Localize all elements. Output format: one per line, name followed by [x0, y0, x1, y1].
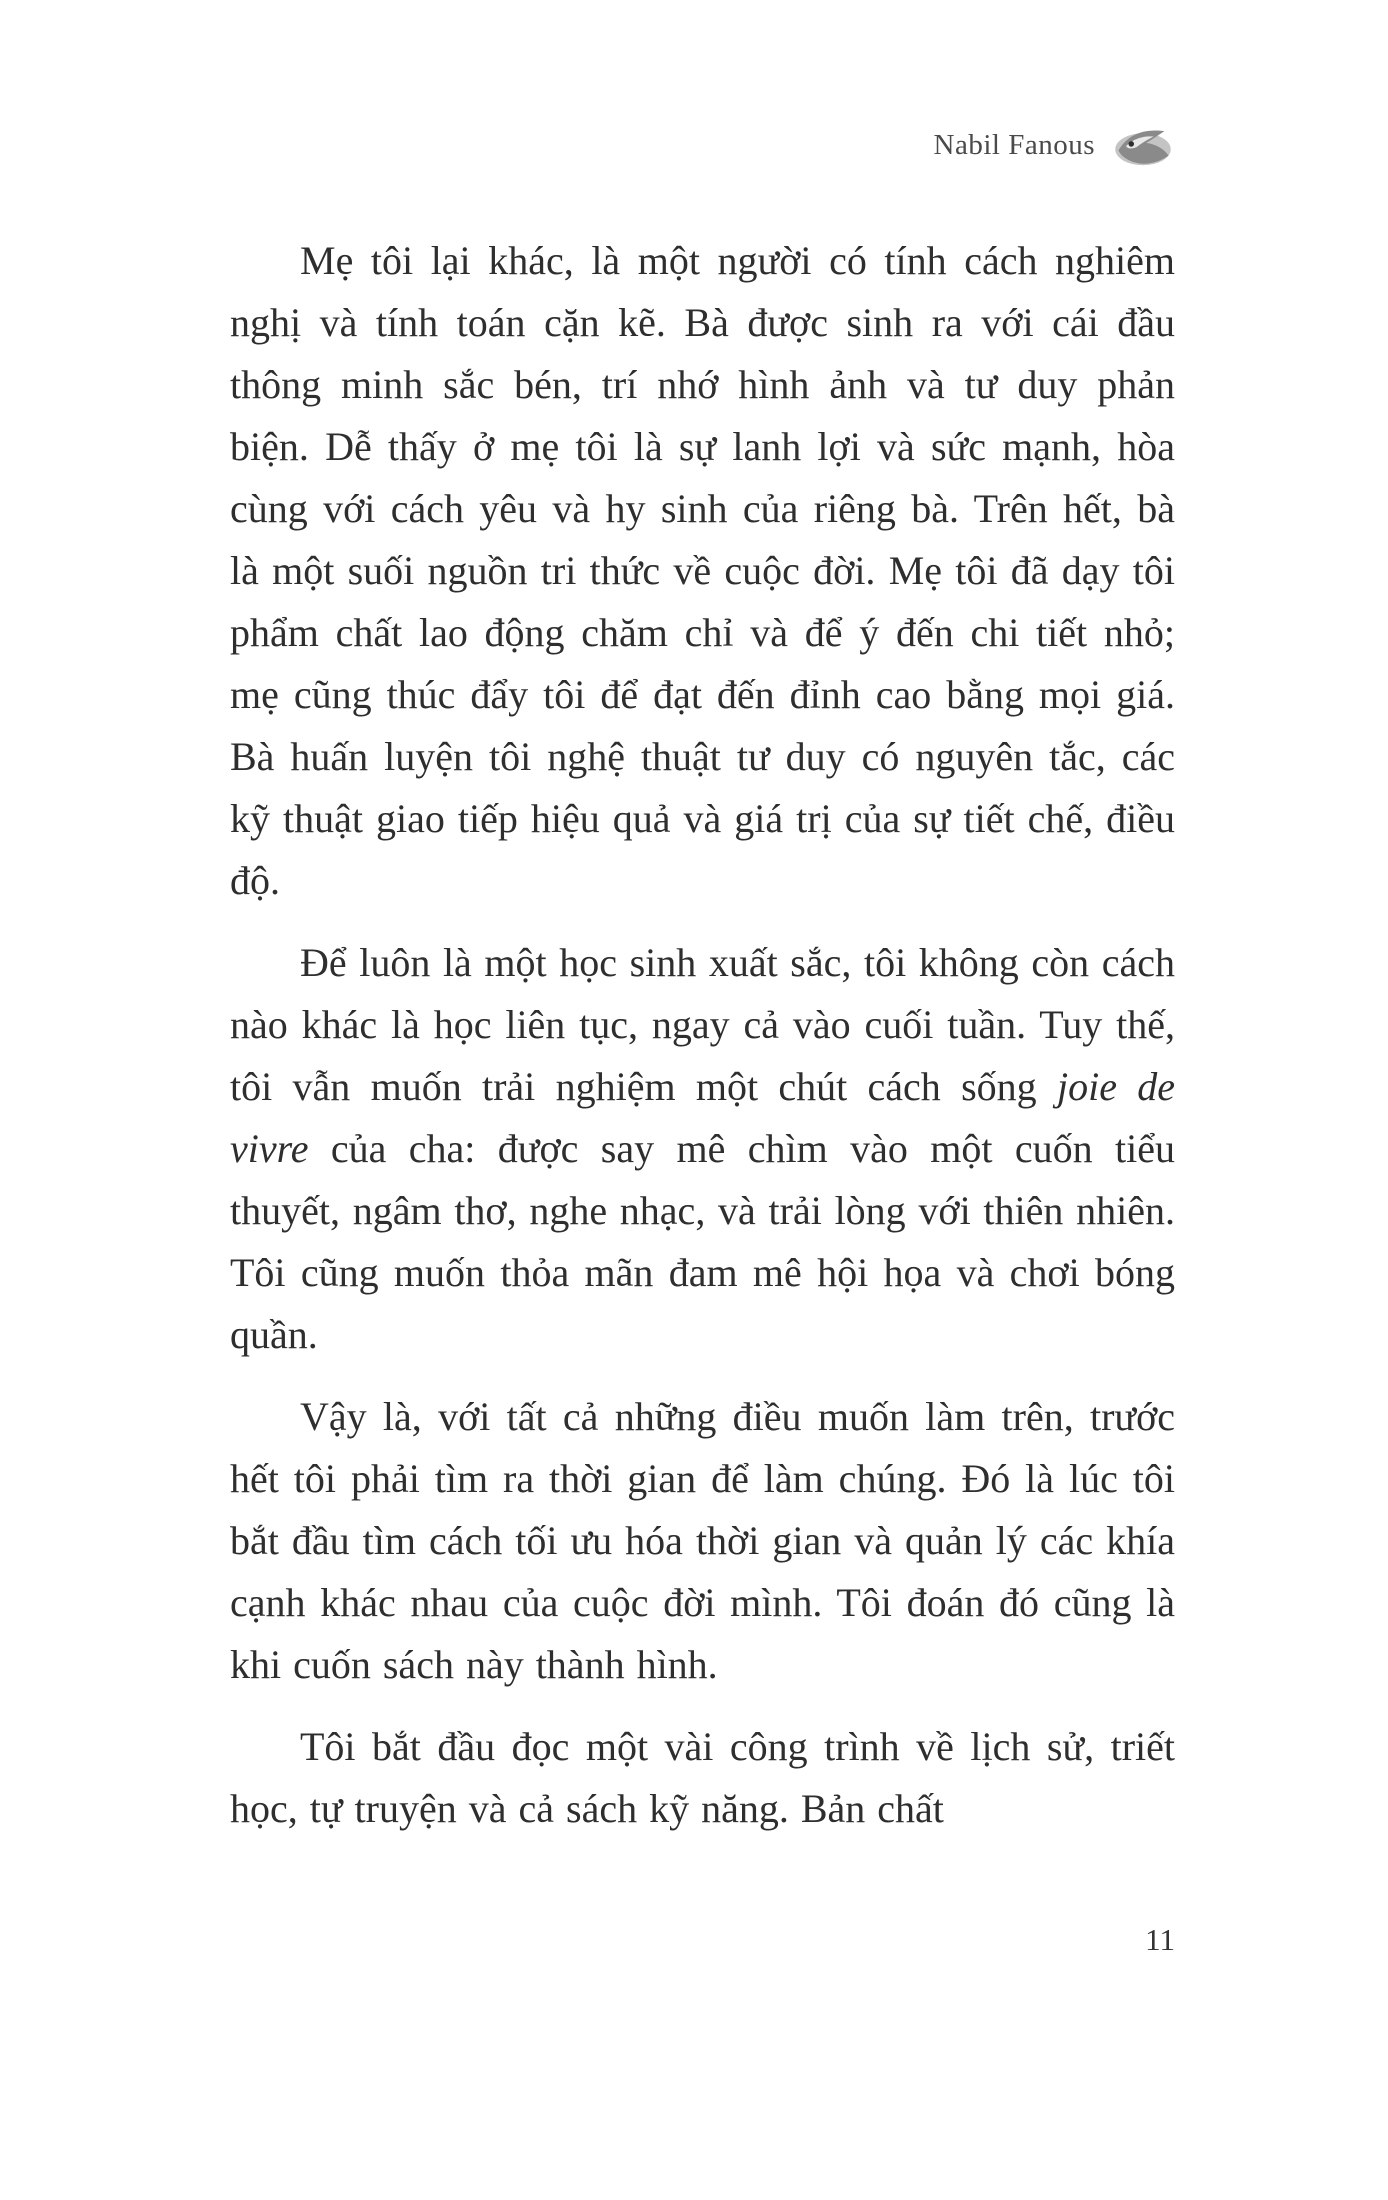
running-header-author: Nabil Fanous — [933, 128, 1095, 161]
paragraph-text: Vậy là, với tất cả những điều muốn làm trên, trước hết tôi phải tìm ra thời gian để làm chúng. Đó là lúc tôi bắt đầu tìm cách tối ưu hóa thời gian và quản lý các khía cạnh khác nhau của cuộc đời mình. Tôi đoán đó cũng là khi cuốn sách này thành hình. — [230, 1394, 1175, 1687]
paragraph-text: Mẹ tôi lại khác, là một người có tính cách nghiêm nghị và tính toán cặn kẽ. Bà được sinh ra với cái đầu thông minh sắc bén, trí nhớ hình ảnh và tư duy phản biện. Dễ thấy ở mẹ tôi là sự lanh lợi và sức mạnh, hòa cùng với cách yêu và hy sinh của riêng bà. Trên hết, bà là một suối nguồn tri thức về cuộc đời. Mẹ tôi đã dạy tôi phẩm chất lao động chăm chỉ và để ý đến chi tiết nhỏ; mẹ cũng thúc đẩy tôi để đạt đến đỉnh cao bằng mọi giá. Bà huấn luyện tôi nghệ thuật tư duy có nguyên tắc, các kỹ thuật giao tiếp hiệu quả và giá trị của sự tiết chế, điều độ. — [230, 238, 1175, 903]
publisher-bird-logo-icon — [1111, 118, 1175, 172]
paragraph-text: của cha: được say mê chìm vào một cuốn tiểu thuyết, ngâm thơ, nghe nhạc, và trải lòng với thiên nhiên. Tôi cũng muốn thỏa mãn đam mê hội họa và chơi bóng quần. — [230, 1126, 1175, 1357]
italic-phrase: joie de vivre — [230, 1064, 1175, 1171]
body-paragraph-4 — [230, 1716, 1175, 1840]
page-number: 11 — [1145, 1922, 1175, 1957]
paragraph-text: Tôi bắt đầu đọc một vài công trình về lịch sử, triết học, tự truyện và cả sách kỹ năng. Bản chất — [230, 1724, 1175, 1831]
paragraph-text: Để luôn là một học sinh xuất sắc, tôi không còn cách nào khác là học liên tục, ngay cả vào cuối tuần. Tuy thế, tôi vẫn muốn trải nghiệm một chút cách sống — [230, 940, 1175, 1109]
body-paragraph-1 — [230, 230, 1175, 912]
body-paragraph-2 — [230, 932, 1175, 1366]
body-paragraph-3 — [230, 1386, 1175, 1696]
running-header — [230, 118, 1175, 172]
page-body — [230, 230, 1175, 1860]
